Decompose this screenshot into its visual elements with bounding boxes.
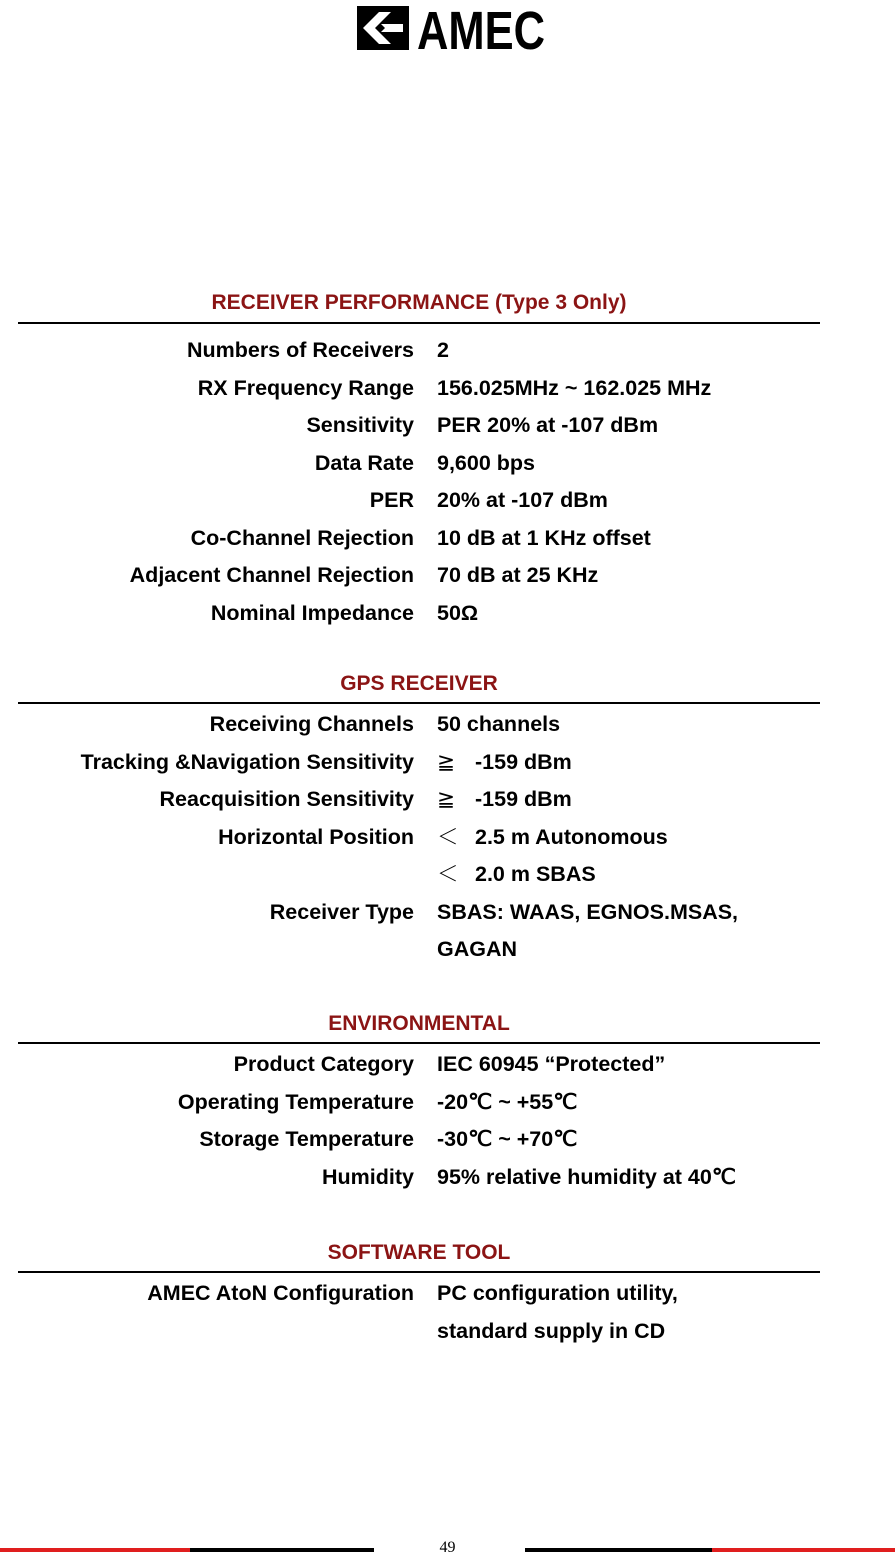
- spec-row: [18, 1084, 820, 1122]
- section-gps-receiver: [18, 669, 820, 969]
- spec-label: Numbers of Receivers: [186, 338, 414, 362]
- page-number: 49: [439, 1539, 456, 1556]
- spec-value: PC configuration utility,: [437, 1281, 678, 1305]
- section-title: SOFTWARE TOOL: [327, 1241, 511, 1264]
- spec-row: [18, 1313, 820, 1351]
- spec-label: Storage Temperature: [199, 1127, 414, 1151]
- spec-row: [18, 332, 820, 370]
- spec-value: 95% relative humidity at 40℃: [437, 1164, 736, 1189]
- section-divider: [18, 702, 820, 704]
- spec-row: [18, 1046, 820, 1084]
- spec-row: [18, 1159, 820, 1197]
- spec-label: RX Frequency Range: [197, 375, 414, 400]
- spec-row: [18, 781, 820, 819]
- footer-bar-black-right: [525, 1548, 712, 1552]
- spec-label: [18, 1313, 414, 1351]
- spec-value: 50 channels: [437, 712, 561, 736]
- spec-label: Tracking &Navigation Sensitivity: [80, 749, 414, 774]
- spec-row: [18, 1121, 820, 1159]
- spec-label: Receiver Type: [269, 899, 414, 924]
- section-divider: [18, 322, 820, 324]
- section-divider: [18, 1271, 820, 1273]
- spec-label: Reacquisition Sensitivity: [159, 787, 414, 811]
- spec-value: 2.0 m SBAS: [475, 862, 596, 886]
- spec-row: [18, 744, 820, 782]
- spec-row: [18, 1275, 820, 1313]
- section-title: GPS RECEIVER: [340, 672, 498, 695]
- spec-label: Adjacent Channel Rejection: [129, 563, 414, 587]
- spec-label: Nominal Impedance: [210, 600, 414, 625]
- less-than-symbol: ＜: [437, 862, 459, 886]
- spec-value: GAGAN: [437, 937, 518, 961]
- spec-row: [18, 931, 820, 969]
- svg-text:AMEC: AMEC: [417, 1, 545, 61]
- spec-label: Operating Temperature: [177, 1089, 414, 1114]
- amec-logo: [357, 1, 547, 61]
- spec-value: 50Ω: [437, 600, 479, 625]
- spec-row: [18, 894, 820, 932]
- spec-row: [18, 557, 820, 595]
- spec-row: [18, 819, 820, 857]
- less-than-symbol: ＜: [437, 824, 459, 849]
- spec-label: Humidity: [322, 1164, 414, 1189]
- section-title: RECEIVER PERFORMANCE (Type 3 Only): [211, 291, 627, 314]
- spec-row: [18, 856, 820, 894]
- spec-row: [18, 445, 820, 483]
- spec-value: SBAS: WAAS, EGNOS.MSAS,: [437, 899, 739, 924]
- spec-value: -159 dBm: [475, 787, 572, 811]
- spec-value: standard supply in CD: [437, 1318, 666, 1343]
- greater-equal-symbol: ≧: [437, 749, 456, 774]
- spec-value: -30℃ ~ +70℃: [437, 1127, 578, 1151]
- spec-row: [18, 482, 820, 520]
- spec-label: Data Rate: [314, 450, 414, 475]
- spec-label: [18, 931, 414, 969]
- spec-label: [18, 856, 414, 894]
- spec-label: Sensitivity: [306, 413, 414, 437]
- spec-label: Horizontal Position: [218, 824, 414, 849]
- spec-value: PER 20% at -107 dBm: [437, 413, 659, 437]
- spec-value: 156.025MHz ~ 162.025 MHz: [437, 375, 712, 400]
- spec-label: Product Category: [233, 1052, 414, 1076]
- spec-label: PER: [369, 488, 414, 512]
- spec-value: 2: [437, 338, 449, 362]
- spec-value: -159 dBm: [475, 749, 572, 774]
- spec-value: 9,600 bps: [437, 450, 535, 475]
- spec-row: [18, 520, 820, 558]
- spec-value: 70 dB at 25 KHz: [437, 563, 599, 587]
- section-software-tool: [18, 1238, 820, 1350]
- section-title: ENVIRONMENTAL: [328, 1012, 510, 1035]
- spec-row: [18, 370, 820, 408]
- section-receiver-performance: [18, 288, 820, 632]
- spec-value: -20℃ ~ +55℃: [437, 1089, 578, 1114]
- footer-bar-red-right: [712, 1548, 895, 1552]
- section-environmental: [18, 1009, 820, 1196]
- spec-row: [18, 407, 820, 445]
- spec-label: Co-Channel Rejection: [190, 525, 414, 550]
- spec-label: AMEC AtoN Configuration: [147, 1281, 414, 1305]
- spec-value: 20% at -107 dBm: [437, 488, 608, 512]
- spec-value: IEC 60945 “Protected”: [437, 1052, 666, 1076]
- spec-label: Receiving Channels: [209, 712, 414, 736]
- spec-row: [18, 595, 820, 633]
- spec-value: 10 dB at 1 KHz offset: [437, 525, 651, 550]
- spec-value: 2.5 m Autonomous: [475, 824, 668, 849]
- greater-equal-symbol: ≧: [437, 787, 456, 811]
- section-divider: [18, 1042, 820, 1044]
- spec-row: [18, 706, 820, 744]
